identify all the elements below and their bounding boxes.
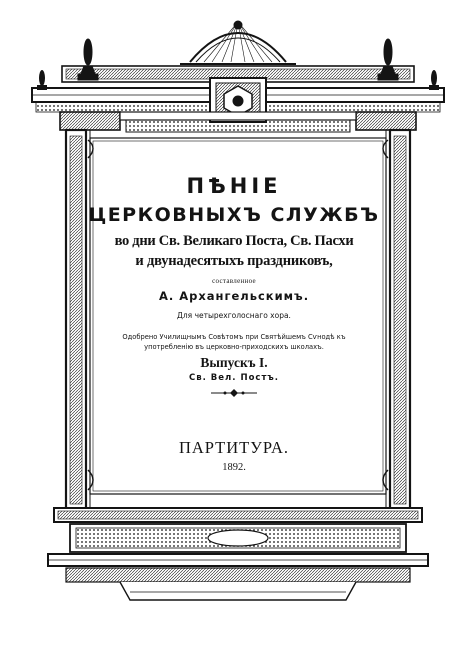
author-name: А. Архангельскимъ.: [158, 289, 310, 303]
right-pillar: [383, 130, 410, 510]
issue-subtitle: Св. Вел. Постъ.: [189, 373, 279, 383]
approval-line-2: употребленію въ церковно-приходскихъ школахъ.: [144, 343, 324, 351]
title-panel: [87, 143, 381, 491]
approval-line-1: Одобрено Училищнымъ Совѣтомъ при Святѣйшемъ Сѵнодѣ къ: [122, 333, 346, 341]
issue-number: Выпускъ I.: [200, 355, 268, 370]
subtitle-line-2: и двунадесятыхъ праздниковъ,: [135, 253, 333, 269]
bottom-base: [48, 508, 428, 600]
column-capitals: [60, 112, 416, 132]
ornamental-divider: [211, 389, 257, 397]
compiled-by-label: составленное: [212, 277, 256, 285]
publication-year: 1892.: [222, 462, 246, 473]
choir-note: Для четырехголоснаго хора.: [177, 311, 291, 320]
main-title-line-1: ПѢНІЕ: [186, 174, 282, 198]
subtitle-line-1: во дни Св. Великаго Поста, Св. Пасхи: [114, 233, 354, 249]
main-title-line-2: ЦЕРКОВНЫХЪ СЛУЖБЪ: [88, 204, 380, 226]
format-label: ПАРТИТУРА.: [178, 438, 290, 457]
top-shell-crest: [180, 21, 296, 64]
